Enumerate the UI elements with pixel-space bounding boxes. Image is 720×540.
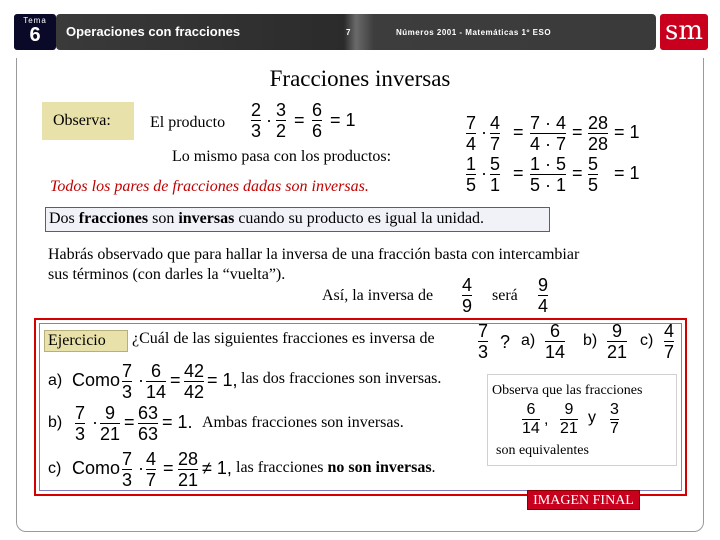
section-title: Fracciones inversas [269,66,451,91]
def-bold-fracciones: fracciones [78,210,149,227]
exercise-label: Ejercicio [44,330,128,352]
numerator: 4 [146,449,157,469]
numerator: 5 [588,154,599,174]
denominator: 7 [146,470,157,490]
answer-b-label: b) [48,414,63,431]
y-conjunction: y [588,409,596,426]
equals-one: = 1. [162,412,193,432]
option-c-label[interactable]: c) [640,332,654,349]
numerator: 7 [122,361,133,381]
equals-symbol: = [124,412,135,432]
tema-number: 6 [29,24,41,46]
denominator: 2 [276,121,287,141]
fraction-product [530,113,566,154]
denominator: 9 [462,296,473,316]
equals-one: = 1 [330,110,356,130]
numerator: 6 [151,361,162,381]
answer-c-period: . [431,459,436,476]
exercise-question: ¿Cuál de las siguientes fracciones es inversa de [132,330,435,347]
sera-text: será [492,287,518,304]
denominator: 28 [588,134,609,154]
denominator: 3 [251,121,262,141]
note-fraction-6-14 [522,401,540,438]
numerator: 9 [612,321,623,341]
numerator: 7 [122,449,133,469]
question-mark: ? [500,332,511,352]
answer-a-fraction-2 [146,361,166,402]
times-symbol: · [92,412,98,432]
same-text: Lo mismo pasa con los productos: [172,148,392,165]
answer-b-text: Ambas fracciones son inversas. [202,414,404,431]
page-number: 7 [346,28,351,37]
paragraph-line-1: Habrás observado que para hallar la inversa de una fracción basta con intercambiar [48,246,580,263]
equals-symbol: = [163,458,174,478]
times-symbol: · [481,163,487,183]
paragraph-line-2: sus términos (con darles la “vuelta”). [48,266,286,283]
fraction-product [530,154,566,195]
option-b-fraction[interactable] [607,321,627,362]
denominator: 3 [122,382,133,402]
equals-symbol: = [513,122,524,142]
denominator: 7 [610,420,619,437]
unit-title: Operaciones con fracciones [66,24,241,39]
note-fraction-3-7 [610,401,619,438]
product-text: El producto [150,114,226,131]
denominator: 21 [178,470,199,490]
fraction-3-2 [276,100,286,141]
denominator: 21 [560,420,578,437]
equals-symbol: = [572,163,583,183]
numerator: 2 [251,100,262,120]
denominator: 3 [478,342,489,362]
denominator: 1 [490,175,501,195]
answer-c-como: Como [72,458,121,478]
denominator: 42 [184,382,205,402]
fraction-2-3 [251,100,261,141]
def-text-2: son [148,210,179,227]
numerator: 9 [538,275,549,295]
denominator: 4 [538,296,549,316]
title-bar [56,14,656,50]
not-equal-one: ≠ 1, [202,458,232,478]
numerator: 4 [462,275,473,295]
sm-logo: sm [660,14,708,50]
fraction-5-1 [490,154,500,195]
definition-box [45,207,550,232]
answer-c-fraction-1 [122,449,132,490]
denominator: 14 [522,420,540,437]
answer-c-bold: no son inversas [327,459,432,476]
denominator: 5 [588,175,599,195]
numerator: 1 · 5 [530,154,567,174]
numerator: 4 [490,113,501,133]
denominator: 5 · 1 [530,175,567,195]
fraction-9-4 [538,275,548,316]
answer-a-text: las dos fracciones son inversas. [241,370,442,387]
def-text-3: cuando su producto es igual la unidad. [234,210,485,227]
equals-symbol: = [294,110,305,130]
answer-c-label: c) [48,460,62,477]
numerator: 7 [466,113,477,133]
numerator: 3 [610,401,619,418]
numerator: 6 [312,100,323,120]
def-bold-inversas: inversas [178,210,235,227]
final-image-button[interactable]: IMAGEN FINAL [527,490,640,510]
denominator: 7 [490,134,501,154]
numerator: 28 [178,449,199,469]
denominator: 4 · 7 [530,134,567,154]
equals-one: = 1 [614,122,640,142]
option-a-fraction[interactable] [545,321,565,362]
inverse-example-text: Así, la inversa de [322,287,434,304]
fraction-7-4 [466,113,476,154]
numerator: 7 · 4 [530,113,567,133]
equals-symbol: = [513,163,524,183]
answer-c-text-a: las fracciones [236,459,328,476]
denominator: 21 [100,424,121,444]
equals-symbol: = [170,370,181,390]
numerator: 42 [184,361,205,381]
answer-a-label: a) [48,372,63,389]
denominator: 3 [75,424,86,444]
fraction-6-6 [312,100,322,141]
denominator: 6 [312,121,323,141]
answer-a-fraction-1 [122,361,132,402]
option-a-label[interactable]: a) [521,332,536,349]
numerator: 4 [664,321,675,341]
numerator: 6 [550,321,561,341]
times-symbol: · [481,122,487,142]
times-symbol: · [266,110,272,130]
denominator: 63 [138,424,159,444]
equals-one: = 1, [207,370,238,390]
answer-b-fraction-3 [138,403,158,444]
equals-one: = 1 [614,163,640,183]
numerator: 1 [466,154,477,174]
answer-c-fraction-3 [178,449,198,490]
note-line-2: son equivalentes [496,443,589,458]
numerator: 6 [526,401,536,418]
red-statement: Todos los pares de fracciones dadas son inversas. [50,178,369,195]
numerator: 5 [490,154,501,174]
answer-c-text [236,459,436,477]
answer-a-fraction-3 [184,361,204,402]
denominator: 7 [664,342,675,362]
comma: , [544,411,549,428]
times-symbol: · [138,458,144,478]
answer-b-fraction-1 [75,403,85,444]
denominator: 3 [122,470,133,490]
answer-b-fraction-2 [100,403,120,444]
numerator: 3 [276,100,287,120]
answer-c-fraction-2 [146,449,156,490]
tema-label: Tema [23,16,47,25]
option-c-fraction[interactable] [664,321,674,362]
note-line-1: Observa que las fracciones [492,383,643,398]
explanation-paragraph [48,245,658,285]
numerator: 28 [588,113,609,133]
answer-a-como: Como [72,370,121,390]
fraction-4-9 [462,275,472,316]
denominator: 5 [466,175,477,195]
denominator: 14 [545,342,566,362]
fraction-7-3 [478,321,488,362]
fraction-4-7 [490,113,500,154]
numerator: 7 [75,403,86,423]
book-title: Números 2001 - Matemáticas 1º ESO [396,28,552,37]
header-bar [0,0,720,58]
observa-label: Observa: [42,102,134,140]
fraction-1-5 [466,154,476,195]
option-b-label[interactable]: b) [583,332,598,349]
def-text-1: Dos [49,210,79,227]
equals-symbol: = [572,122,583,142]
numerator: 9 [564,401,574,418]
note-fraction-9-21 [560,401,578,438]
numerator: 63 [138,403,159,423]
numerator: 9 [105,403,116,423]
denominator: 21 [607,342,628,362]
denominator: 4 [466,134,477,154]
denominator: 14 [146,382,167,402]
fraction-5-5 [588,154,598,195]
tema-badge [14,14,56,50]
numerator: 7 [478,321,489,341]
fraction-28-28 [588,113,608,154]
times-symbol: · [138,370,144,390]
